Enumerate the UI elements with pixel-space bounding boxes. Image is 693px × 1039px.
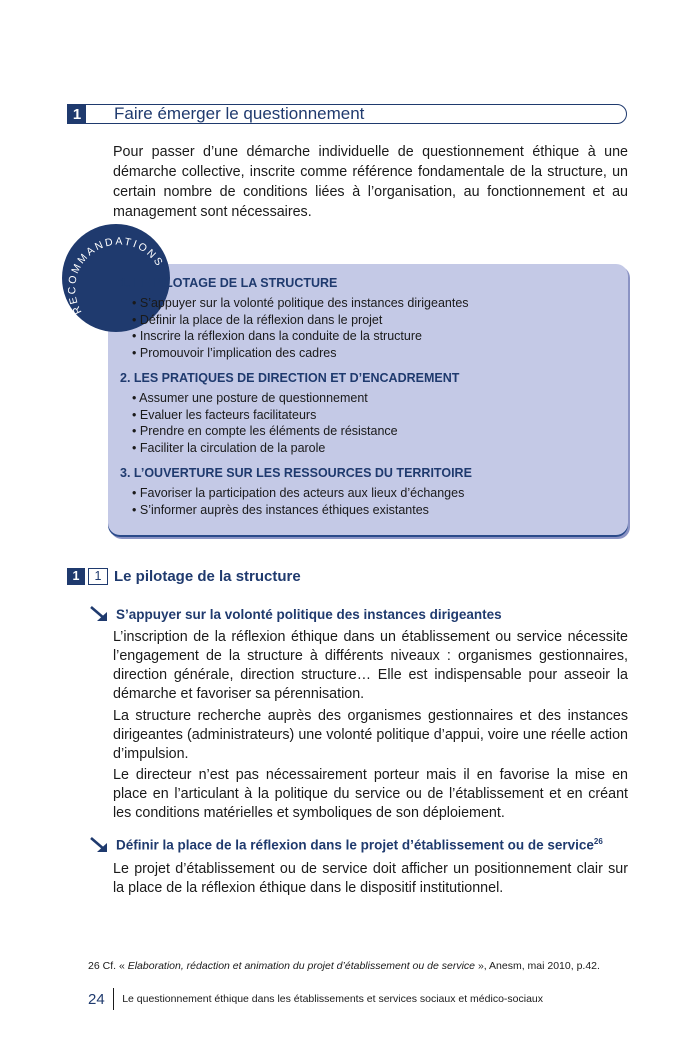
- paragraph: La structure recherche auprès des organismes gestionnaires et des instances dirigeantes (administrateurs) une volonté politique d’appui, voire une réelle action d’impulsion.: [113, 708, 628, 762]
- footnote-suffix: », Anesm, mai 2010, p.42.: [477, 960, 600, 972]
- reco-item: • Définir la place de la réflexion dans le projet: [132, 312, 620, 329]
- reco-group: [120, 466, 620, 518]
- arrow-down-right-icon: [88, 605, 110, 623]
- recommendations-content: [120, 276, 620, 528]
- reco-group-heading: 1. LE PILOTAGE DE LA STRUCTURE: [120, 276, 338, 290]
- subsection-title: Le pilotage de la structure: [114, 567, 301, 585]
- section-number: 1: [68, 105, 86, 123]
- point-title: [116, 837, 603, 853]
- reco-item: • Assumer une posture de questionnement: [132, 390, 620, 407]
- reco-item: • Evaluer les facteurs facilitateurs: [132, 407, 620, 424]
- footnote-number: 26: [88, 960, 100, 972]
- footnote-prefix: Cf. «: [102, 960, 125, 972]
- point-heading: [88, 836, 603, 854]
- reco-group-list: [120, 485, 620, 518]
- point-title: S’appuyer sur la volonté politique des instances dirigeantes: [116, 606, 502, 622]
- point-heading: [88, 605, 502, 623]
- point-title-text: Définir la place de la réflexion dans le projet d’établissement ou de service: [116, 837, 594, 853]
- reco-item: • Promouvoir l’implication des cadres: [132, 345, 620, 362]
- reco-item: • S’informer auprès des instances éthiques existantes: [132, 502, 620, 519]
- footer-title: Le questionnement éthique dans les établissements et services sociaux et médico-sociaux: [122, 993, 544, 1005]
- paragraph: L’inscription de la réflexion éthique dans un établissement ou service nécessite l’engagement de la structure à différents niveaux : organismes gestionnaires, direction générale, direction structure… Elle est indispensable pour asseoir la démarche et favoriser sa pérennisation.: [113, 629, 628, 702]
- subsection-header: [67, 567, 301, 585]
- section-title: Faire émerger le questionnement: [114, 104, 365, 123]
- reco-group-list: [120, 390, 620, 456]
- reco-group-heading: 3. L’OUVERTURE SUR LES RESSOURCES DU TERRITOIRE: [120, 466, 472, 480]
- paragraph: Le directeur n’est pas nécessairement porteur mais il en favorise la mise en place en l’articulant à la politique du service ou de l’établissement et en créant les conditions matérielles et symboliques de son déploiement.: [113, 767, 628, 821]
- recommendations-label: RECOMMANDATIONS: [66, 235, 166, 317]
- subsection-subnumber: 1: [88, 568, 108, 585]
- reco-item: • Favoriser la participation des acteurs aux lieux d’échanges: [132, 485, 620, 502]
- reco-group: [120, 371, 620, 456]
- footnote-title: Elaboration, rédaction et animation du projet d’établissement ou de service: [127, 960, 476, 972]
- reco-item: • Inscrire la réflexion dans la conduite de la structure: [132, 328, 620, 345]
- footnote: [88, 960, 600, 972]
- reco-group-heading: 2. LES PRATIQUES DE DIRECTION ET D’ENCADREMENT: [120, 371, 460, 385]
- reco-item: • S’appuyer sur la volonté politique des instances dirigeantes: [132, 295, 620, 312]
- footer-divider: [113, 988, 115, 1010]
- page-footer: [88, 988, 543, 1010]
- reco-item: • Faciliter la circulation de la parole: [132, 440, 620, 457]
- subsection-number: 1: [67, 568, 85, 585]
- arrow-down-right-icon: [88, 836, 110, 854]
- page-number: 24: [88, 990, 105, 1008]
- reco-item: • Prendre en compte les éléments de résistance: [132, 423, 620, 440]
- reco-group: [120, 276, 620, 361]
- intro-paragraph: Pour passer d’une démarche individuelle de questionnement éthique à une démarche collective, inscrite comme référence fondamentale de la structure, un certain nombre de conditions liées à l’organisation, au fonctionnement et au management sont nécessaires.: [113, 144, 628, 220]
- paragraph: Le projet d’établissement ou de service doit afficher un positionnement clair sur la place de la réflexion éthique dans le dispositif institutionnel.: [113, 861, 628, 896]
- reco-group-list: [120, 295, 620, 361]
- footnote-reference: 26: [593, 837, 603, 847]
- section-header: [67, 104, 627, 124]
